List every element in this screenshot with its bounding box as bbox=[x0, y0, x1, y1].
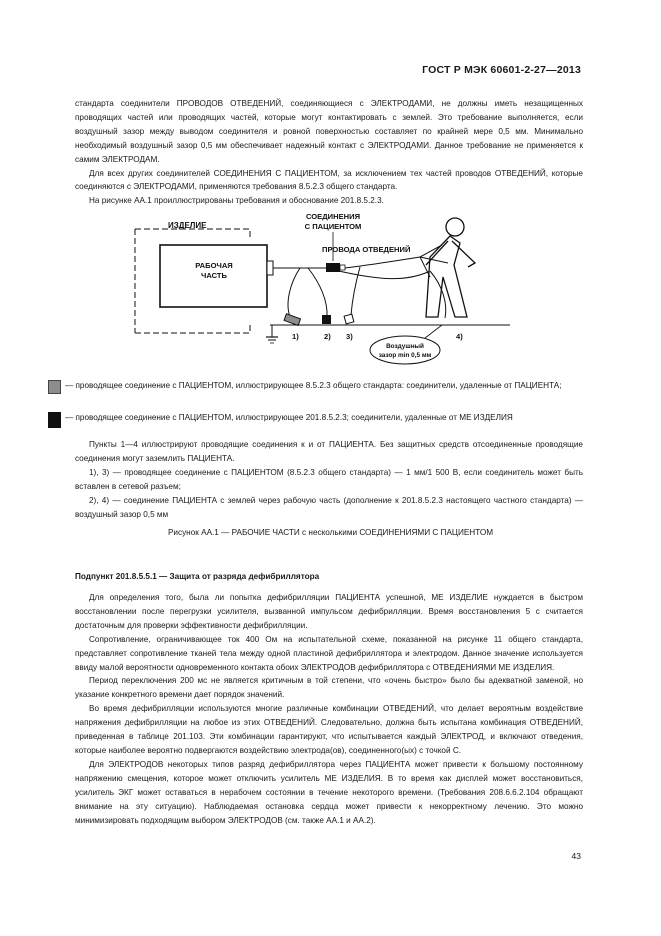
label-patient-conn-1: СОЕДИНЕНИЯ bbox=[305, 212, 361, 221]
connector-tip bbox=[340, 265, 345, 270]
wire-to-connector-2 bbox=[308, 268, 327, 317]
wire-to-connector-1 bbox=[288, 268, 300, 317]
paragraph: Во время дефибрилляции используются многие различные комбинации ОТВЕДЕНИЙ, что делает вероятным воздействие напряжения дефибрилляции на любое из этих ОТВЕДЕНИЙ. Следовательно, должна быть испытана комбинация ОТВЕДЕНИЙ, приведенная в таблице 201.103. Эти комбинации гарантируют, что испытывается каждый ЭЛЕКТРОД, и включают отведения, которые наиболее вероятно подвергаются воздействию электрода(ов), соединенного(ых) с точкой С. bbox=[75, 704, 583, 755]
paragraph: Период переключения 200 мс не является критичным в той степени, что «очень быстро» было бы адекватной заменой, но указание конкретного времени дает порядок значений. bbox=[75, 676, 583, 700]
paragraph: Сопротивление, ограничивающее ток 400 Ом на испытательной схеме, показанной на рисунке 11 общего стандарта, представляет сопротивление тканей тела между одной пластиной дефибриллятора и электродом. Данное значение используется ввиду малой вероятности одновременного контакта обоих ЭЛЕКТРОДОВ дефибриллятора с ОТВЕДЕНИЯМИ МЕ ИЗДЕЛИЯ. bbox=[75, 634, 583, 672]
intro-text-block bbox=[75, 97, 583, 208]
label-gap-1: Воздушный bbox=[386, 343, 424, 350]
black-connector-2 bbox=[322, 315, 331, 324]
label-lead-wires: ПРОВОДА ОТВЕДЕНИЙ bbox=[322, 245, 411, 254]
document-header: ГОСТ Р МЭК 60601-2-27—2013 bbox=[422, 64, 581, 76]
applied-part-socket bbox=[267, 261, 273, 275]
white-connector-3 bbox=[344, 314, 354, 324]
subclause-heading: Подпункт 201.8.5.5.1 — Защита от разряда дефибриллятора bbox=[75, 572, 320, 581]
label-patient-conn-2: С ПАЦИЕНТОМ bbox=[304, 222, 362, 231]
grey-swatch bbox=[48, 380, 61, 394]
patient-figure bbox=[426, 218, 475, 317]
figure-aa1-diagram bbox=[130, 205, 510, 370]
black-swatch bbox=[48, 412, 61, 428]
marker-4: 4) bbox=[456, 332, 463, 341]
legend-text: — проводящее соединение с ПАЦИЕНТОМ, иллюстрирующее 201.8.5.2.3; соединители, удаленные от МЕ ИЗДЕЛИЯ bbox=[65, 413, 513, 422]
marker-1: 1) bbox=[292, 332, 299, 341]
air-gap-pointer bbox=[425, 325, 442, 338]
grey-connector-1 bbox=[284, 314, 300, 326]
legend-item-black bbox=[48, 411, 583, 425]
body-text-block bbox=[75, 591, 583, 827]
lead-wire-to-patient bbox=[345, 257, 420, 268]
figure-notes bbox=[75, 438, 583, 521]
marker-3: 3) bbox=[346, 332, 353, 341]
label-applied-part-2: ЧАСТЬ bbox=[200, 271, 228, 280]
label-device: ИЗДЕЛИЕ bbox=[168, 221, 207, 230]
air-gap-callout bbox=[370, 336, 440, 364]
paragraph: На рисунке АА.1 проиллюстрированы требования и обоснование 201.8.5.2.3. bbox=[89, 196, 384, 206]
label-gap-2: зазор min 0,5 мм bbox=[378, 352, 432, 359]
note: Пункты 1—4 иллюстрируют проводящие соединения к и от ПАЦИЕНТА. Без защитных средств отсоединенные проводящие соединения могут заземлить ПАЦИЕНТА. bbox=[75, 440, 583, 463]
figure-caption: Рисунок АА.1 — РАБОЧИЕ ЧАСТИ с несколькими СОЕДИНЕНИЯМИ С ПАЦИЕНТОМ bbox=[167, 528, 494, 537]
marker-2: 2) bbox=[324, 332, 331, 341]
paragraph: Для определения того, была ли попытка дефибрилляции ПАЦИЕНТА успешной, МЕ ИЗДЕЛИЕ нуждается в быстром восстановлении после перегрузки усилителя, вызванной импульсом дефибрилляции. Время восстановления 5 с считается достаточным для проверки эффективности дефибрилляции. bbox=[75, 593, 583, 630]
legend-text: — проводящее соединение с ПАЦИЕНТОМ, иллюстрирующее 8.5.2.3 общего стандарта: соединители, удаленные от ПАЦИЕНТА; bbox=[65, 381, 562, 390]
paragraph: стандарта соединители ПРОВОДОВ ОТВЕДЕНИЙ, соединяющиеся с ЭЛЕКТРОДАМИ, не должны иметь незащищенных проводящих частей или проводящих частей, которые могут контактировать с землей. Это требование выполняется, если воздушный зазор между выводом соединителя и ровной поверхностью составляет по крайней мере 0,5 мм. Минимально необходимый воздушный зазор 0,5 мм обеспечивает надежный контакт с ЭЛЕКТРОДАМИ. Данное требование не применяется к самим ЭЛЕКТРОДАМ. bbox=[75, 99, 583, 164]
page-number: 43 bbox=[571, 851, 581, 861]
paragraph: Для ЭЛЕКТРОДОВ некоторых типов разряд дефибриллятора через ПАЦИЕНТА может привести к большому постоянному напряжению смещения, которое может отключить усилитель МЕ ИЗДЕЛИЯ. В то время как дисплей может восстановиться, усилитель ЭКГ может оставаться в нерабочем состоянии в течение некоторого времени. (Требования 208.6.6.2.104 обращают внимание на эту ситуацию). Наблюдаемая остановка сердца может привести к некорректному лечению. Это можно минимизировать подходящим выбором ЭЛЕКТРОДОВ (см. также АА.1 и АА.2). bbox=[75, 759, 583, 825]
legend-item-grey bbox=[48, 379, 583, 393]
note: 1), 3) — проводящее соединение с ПАЦИЕНТОМ (8.5.2.3 общего стандарта) — 1 мм/1 500 В, если соединитель может быть вставлен в сетевой разъем; bbox=[75, 467, 583, 491]
enclosure-bottom bbox=[135, 323, 250, 333]
paragraph: Для всех других соединителей СОЕДИНЕНИЯ С ПАЦИЕНТОМ, за исключением тех частей проводов ОТВЕДЕНИЙ, которые соединяются с ЭЛЕКТРОДАМИ, применяются требования 8.5.2.3 общего стандарта. bbox=[75, 168, 583, 192]
note: 2), 4) — соединение ПАЦИЕНТА с землей через рабочую часть (дополнение к 201.8.5.2.3 настоящего частного стандарта) — воздушный зазор 0,5 мм bbox=[75, 495, 583, 519]
enclosure-top bbox=[135, 229, 250, 239]
label-applied-part-1: РАБОЧАЯ bbox=[195, 261, 233, 270]
